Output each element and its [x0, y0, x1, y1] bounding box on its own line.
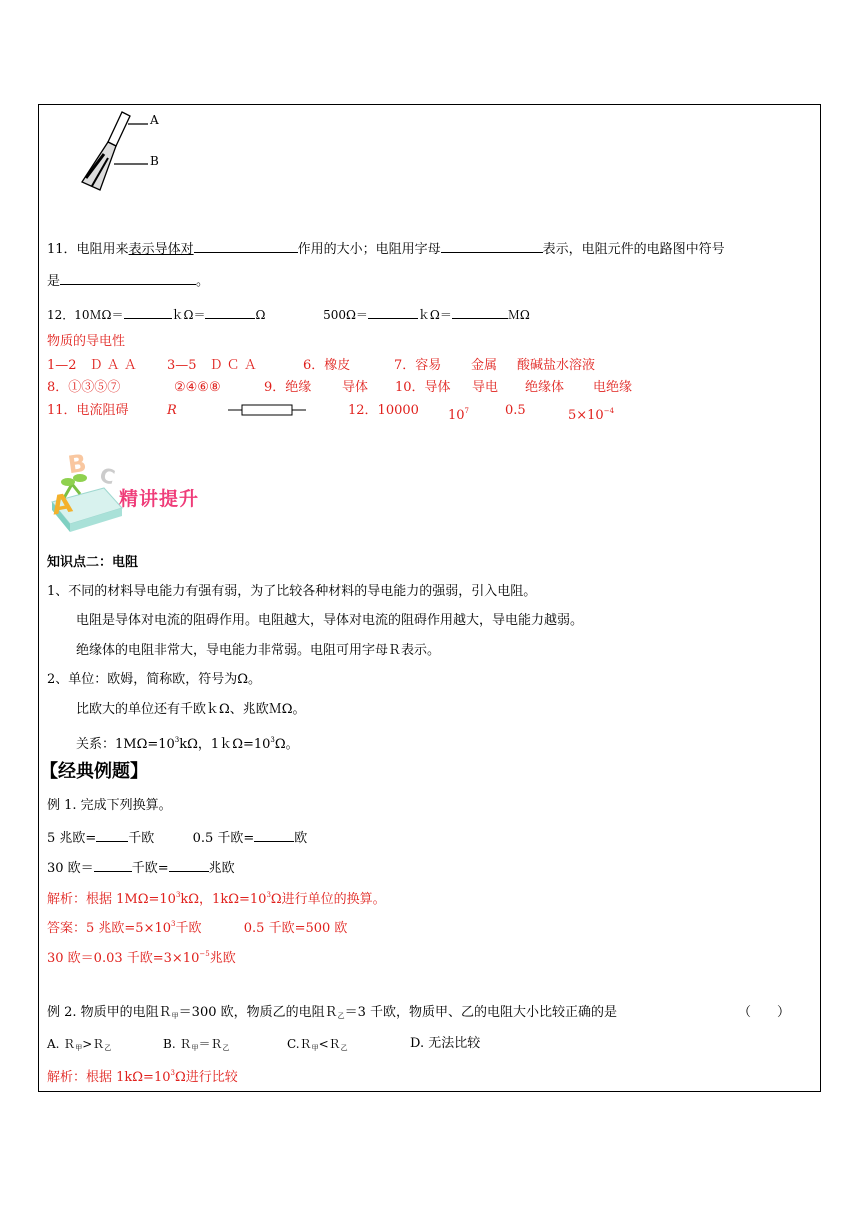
example-1-analysis: 解析：根据 $1M\Omega=10^3k\Omega$，$1k\Omega=10^3\Omega$进行单位的换算。 — [47, 891, 386, 907]
kp-para-3: 绝缘体的电阻非常大，导电能力非常弱。电阻可用字母Ｒ表示。 — [76, 643, 441, 658]
kp-para-2: 电阻是导体对电流的阻碍作用。电阻越大，导体对电流的阻碍作用越大，导电能力越弱。 — [76, 613, 584, 628]
answer-blank[interactable] — [368, 304, 418, 319]
section-banner — [46, 448, 226, 538]
knowledge-point-title: 知识点二：电阻 — [47, 555, 139, 570]
example-1-answer: 答案：5 兆欧$=5\times 10^3$千欧 0.5 千欧=500 欧 — [47, 920, 348, 936]
kp-para-6: 关系：$1M\Omega=10^3k\Omega$，$1k\Omega=10^3\Omega$。 — [76, 736, 299, 752]
example-1-answer-2: 30 欧＝0.03 千欧$=3\times 10^{-5}$兆欧 — [47, 950, 236, 966]
option-c[interactable]: C.Ｒ$_甲$<Ｒ$_乙$ — [287, 1037, 348, 1052]
example-1-line-2: 30 欧＝ 千欧= 兆欧 — [47, 857, 235, 878]
example-1-line-1: 5 兆欧= 千欧 0.5 千欧= 欧 — [47, 827, 307, 848]
option-b[interactable]: B. Ｒ$_甲$＝Ｒ$_乙$ — [163, 1037, 230, 1052]
kp-para-5: 比欧大的单位还有千欧ｋΩ、兆欧ＭΩ。 — [76, 702, 306, 717]
example-1-question: 例 1. 完成下列换算。 — [47, 798, 172, 813]
banner-letter-c: C — [97, 462, 118, 490]
example-2-analysis: 解析：根据 $1k\Omega=10^3\Omega$进行比较 — [47, 1069, 238, 1085]
answer-blank[interactable] — [94, 857, 132, 872]
answer-blank[interactable] — [124, 304, 172, 319]
kp-para-4: 2、单位：欧姆，简称欧，符号为Ω。 — [47, 672, 262, 687]
answer-blank[interactable] — [441, 238, 543, 253]
answer-blank[interactable] — [169, 857, 209, 872]
option-a[interactable]: A. Ｒ$_甲$>Ｒ$_乙$ — [47, 1037, 112, 1052]
label-a: A — [150, 113, 159, 127]
answer-blank[interactable] — [452, 304, 508, 319]
answers-title: 物质的导电性 — [47, 334, 126, 349]
kp-para-1: 1、不同的材料导电能力有强有弱，为了比较各种材料的导电能力的强弱，引入电阻。 — [47, 584, 537, 599]
answer-blank[interactable] — [254, 827, 294, 842]
conductor-figure — [70, 108, 170, 198]
question-11-cont: 是 。 — [47, 270, 209, 291]
banner-letter-a: A — [49, 488, 75, 522]
answer-blank[interactable] — [194, 238, 298, 253]
option-d[interactable]: D. 无法比较 — [410, 1036, 481, 1051]
answer-blank[interactable] — [60, 270, 196, 285]
examples-heading: 【经典例题】 — [40, 761, 148, 782]
answer-blank[interactable] — [205, 304, 255, 319]
question-11: 11．电阻用来表示导体对 作用的大小；电阻用字母 表示，电阻元件的电路图中符号 — [47, 238, 725, 259]
question-12: 12．10ＭΩ＝ ｋΩ＝ Ω 500Ω＝ ｋΩ＝ ＭΩ — [47, 304, 530, 324]
answer-blank[interactable] — [96, 827, 128, 842]
label-b: B — [150, 154, 159, 168]
banner-letter-b: B — [66, 448, 89, 480]
example-2-question: 例 2. 物质甲的电阻Ｒ$_甲$＝300 欧，物质乙的电阻Ｒ$_乙$＝3 千欧，物质甲、乙的电阻大小比较正确的是 — [47, 1005, 618, 1020]
banner-title: 精讲提升 — [119, 488, 200, 510]
resistor-symbol-icon — [228, 403, 306, 417]
answer-paren[interactable]: （ ） — [738, 1005, 791, 1020]
